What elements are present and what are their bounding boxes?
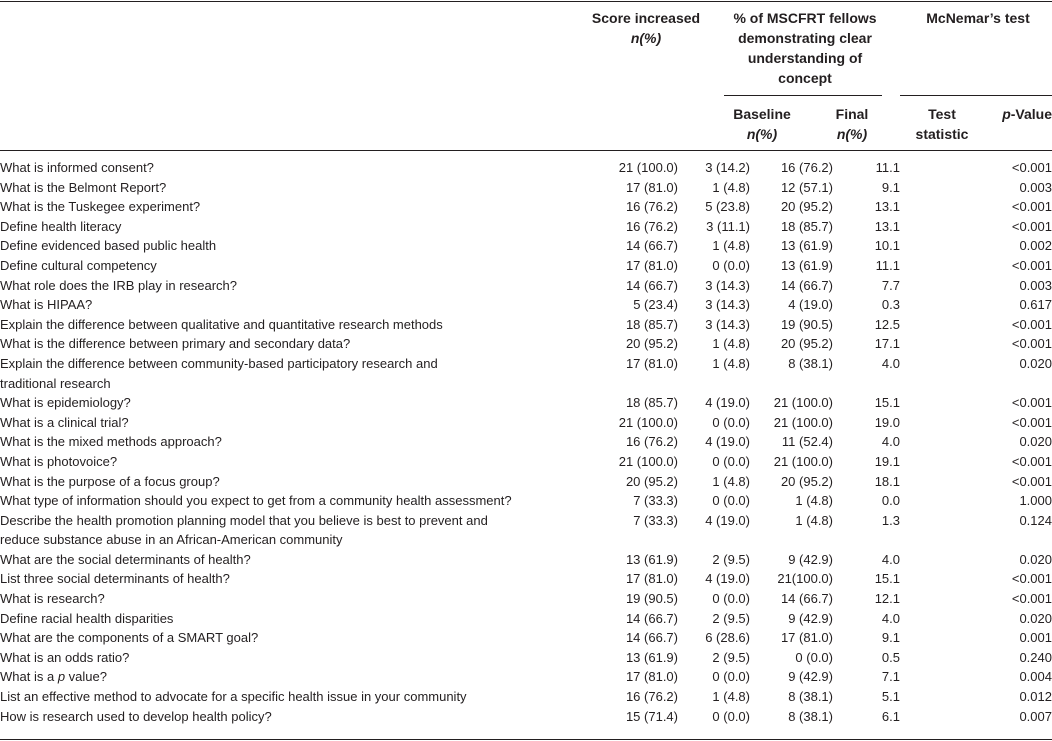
test-statistic-cell: 0.5	[881, 649, 900, 665]
table-row	[0, 432, 1052, 452]
p-value-cell: <0.001	[1011, 591, 1052, 607]
test-statistic-cell: 11.1	[875, 160, 900, 175]
table-top-rule	[0, 1, 1052, 2]
mcnemar-underline	[900, 95, 1052, 96]
p-value-cell: 0.020	[1019, 355, 1052, 371]
final-cell: 16 (76.2)	[780, 160, 833, 175]
baseline-cell: 1 (4.8)	[712, 689, 750, 705]
final-cell: 4 (19.0)	[788, 297, 833, 313]
baseline-cell: 1 (4.8)	[712, 336, 750, 352]
table-row	[0, 276, 1052, 296]
baseline-cell: 2 (9.5)	[712, 551, 750, 567]
score-increased-cell: 14 (66.7)	[625, 610, 678, 626]
baseline-cell: 3 (14.3)	[705, 316, 750, 332]
p-value-cell: <0.001	[1011, 199, 1052, 215]
test-statistic-cell: 17.1	[874, 336, 900, 352]
test-statistic-cell: 9.1	[881, 630, 900, 646]
header-score-increased: Score increased n(%)	[591, 10, 701, 46]
table-row	[0, 413, 1052, 433]
question-cell: What is epidemiology?	[0, 395, 131, 411]
header-final: Final n(%)	[835, 106, 869, 142]
test-statistic-cell: 1.3	[881, 512, 900, 528]
table-row	[0, 393, 1052, 413]
score-increased-cell: 17 (81.0)	[625, 257, 678, 273]
question-cell: What is research?	[0, 591, 105, 607]
baseline-cell: 0 (0.0)	[712, 453, 750, 469]
score-increased-cell: 7 (33.3)	[633, 493, 678, 509]
question-cell: Define health literacy	[0, 218, 122, 234]
table-row	[0, 158, 1052, 178]
final-cell: 18 (85.7)	[780, 218, 833, 234]
question-cell: What is a clinical trial?	[0, 414, 129, 430]
final-cell: 0 (0.0)	[795, 649, 833, 665]
test-statistic-cell: 19.1	[874, 453, 900, 469]
score-increased-cell: 21 (100.0)	[618, 160, 678, 175]
question-cell: List three social determinants of health?	[0, 571, 230, 587]
question-cell: Define cultural competency	[0, 257, 157, 273]
question-cell: How is research used to develop health policy?	[0, 708, 272, 724]
question-cell: What is the difference between primary and secondary data?	[0, 336, 351, 352]
score-increased-cell: 17 (81.0)	[625, 355, 678, 371]
final-cell: 11 (52.4)	[781, 434, 833, 450]
final-cell: 1 (4.8)	[795, 493, 833, 509]
baseline-cell: 2 (9.5)	[712, 610, 750, 626]
p-value-cell: 0.001	[1019, 630, 1052, 646]
p-value-cell: <0.001	[1011, 453, 1052, 469]
question-cell: What is the mixed methods approach?	[0, 434, 222, 450]
question-cell: What is the Belmont Report?	[0, 179, 167, 195]
table-row	[0, 491, 1052, 511]
baseline-cell: 3 (11.1)	[706, 218, 750, 234]
p-value-cell: 0.240	[1019, 649, 1052, 665]
score-increased-cell: 16 (76.2)	[625, 199, 678, 215]
question-cell: What is an odds ratio?	[0, 649, 130, 665]
test-statistic-cell: 15.1	[874, 395, 900, 411]
test-statistic-cell: 13.1	[874, 199, 900, 215]
final-cell: 20 (95.2)	[780, 473, 833, 489]
score-increased-cell: 13 (61.9)	[625, 551, 678, 567]
baseline-cell: 0 (0.0)	[712, 414, 750, 430]
header-p-value: p-Value	[1002, 106, 1052, 122]
test-statistic-cell: 0.3	[881, 297, 900, 313]
p-value-cell: 0.020	[1019, 434, 1052, 450]
baseline-cell: 1 (4.8)	[712, 238, 750, 254]
question-cell: What is informed consent?	[0, 160, 154, 175]
p-value-cell: 0.020	[1019, 551, 1052, 567]
table-bottom-rule	[0, 739, 1052, 740]
p-value-cell: <0.001	[1011, 218, 1052, 234]
baseline-cell: 1 (4.8)	[712, 473, 750, 489]
test-statistic-cell: 10.1	[874, 238, 900, 254]
question-cell: Explain the difference between qualitative and quantitative research methods	[0, 316, 443, 332]
p-value-cell: <0.001	[1011, 336, 1052, 352]
baseline-cell: 1 (4.8)	[712, 179, 750, 195]
question-cell: What is the Tuskegee experiment?	[0, 199, 201, 215]
header-bottom-rule	[0, 150, 1052, 151]
p-value-cell: 0.012	[1019, 689, 1052, 705]
score-increased-cell: 17 (81.0)	[625, 669, 678, 685]
test-statistic-cell: 12.1	[874, 591, 900, 607]
test-statistic-cell: 11.1	[875, 257, 900, 273]
baseline-cell: 4 (19.0)	[705, 434, 750, 450]
p-value-cell: <0.001	[1011, 257, 1052, 273]
score-increased-cell: 13 (61.9)	[625, 649, 678, 665]
score-increased-cell: 15 (71.4)	[625, 708, 678, 724]
final-cell: 21(100.0)	[777, 571, 833, 587]
final-cell: 14 (66.7)	[780, 277, 833, 293]
table-row	[0, 687, 1052, 707]
test-statistic-cell: 18.1	[874, 473, 900, 489]
test-statistic-cell: 9.1	[881, 179, 900, 195]
score-increased-cell: 20 (95.2)	[625, 473, 678, 489]
final-cell: 12 (57.1)	[780, 179, 833, 195]
final-cell: 9 (42.9)	[788, 610, 833, 626]
score-increased-cell: 14 (66.7)	[625, 277, 678, 293]
baseline-cell: 3 (14.3)	[705, 297, 750, 313]
p-value-cell: 0.007	[1019, 708, 1052, 724]
baseline-cell: 0 (0.0)	[712, 257, 750, 273]
baseline-cell: 4 (19.0)	[705, 395, 750, 411]
table-row	[0, 648, 1052, 668]
question-cell: What are the components of a SMART goal?	[0, 630, 259, 646]
test-statistic-cell: 7.7	[881, 277, 900, 293]
header-mcnemar: McNemar’s test	[926, 10, 1030, 26]
p-value-cell: <0.001	[1011, 414, 1052, 430]
score-increased-cell: 14 (66.7)	[625, 630, 678, 646]
table-row	[0, 511, 1052, 550]
p-value-cell: 0.124	[1019, 512, 1052, 528]
table-row	[0, 217, 1052, 237]
score-increased-cell: 16 (76.2)	[625, 434, 678, 450]
baseline-cell: 3 (14.3)	[705, 277, 750, 293]
p-value-cell: 0.002	[1019, 238, 1052, 254]
score-increased-cell: 16 (76.2)	[625, 218, 678, 234]
final-cell: 21 (100.0)	[773, 395, 833, 411]
baseline-cell: 4 (19.0)	[705, 571, 750, 587]
baseline-cell: 6 (28.6)	[705, 630, 750, 646]
test-statistic-cell: 15.1	[874, 571, 900, 587]
score-increased-cell: 21 (100.0)	[618, 414, 678, 430]
final-cell: 21 (100.0)	[773, 414, 833, 430]
p-value-cell: 0.617	[1019, 297, 1052, 313]
table-row	[0, 354, 1052, 393]
question-cell: What are the social determinants of health?	[0, 551, 251, 567]
p-value-cell: <0.001	[1011, 571, 1052, 587]
test-statistic-cell: 4.0	[881, 434, 900, 450]
p-value-cell: 0.003	[1019, 277, 1052, 293]
test-statistic-cell: 7.1	[881, 669, 900, 685]
test-statistic-cell: 4.0	[881, 610, 900, 626]
header-percent-group: % of MSCFRT fellows demonstrating clear understanding of concept	[733, 10, 877, 86]
final-cell: 1 (4.8)	[795, 512, 833, 528]
table-row	[0, 295, 1052, 315]
table-row	[0, 197, 1052, 217]
score-increased-cell: 14 (66.7)	[625, 238, 678, 254]
table-row	[0, 472, 1052, 492]
final-cell: 13 (61.9)	[780, 257, 833, 273]
table-row	[0, 334, 1052, 354]
p-value-cell: <0.001	[1011, 316, 1052, 332]
baseline-cell: 0 (0.0)	[712, 708, 750, 724]
test-statistic-cell: 19.0	[874, 414, 900, 430]
test-statistic-cell: 6.1	[881, 708, 900, 724]
table-row	[0, 667, 1052, 687]
table-row	[0, 178, 1052, 198]
p-value-cell: <0.001	[1011, 160, 1052, 175]
final-cell: 8 (38.1)	[788, 689, 833, 705]
percent-group-underline	[724, 95, 882, 96]
question-cell: What is HIPAA?	[0, 297, 93, 313]
final-cell: 9 (42.9)	[788, 669, 833, 685]
table-row	[0, 452, 1052, 472]
p-value-cell: <0.001	[1011, 473, 1052, 489]
question-cell: What is a p value?	[0, 669, 107, 685]
table-row	[0, 628, 1052, 648]
final-cell: 8 (38.1)	[788, 708, 833, 724]
baseline-cell: 2 (9.5)	[712, 649, 750, 665]
question-cell: What role does the IRB play in research?	[0, 277, 238, 293]
baseline-cell: 5 (23.8)	[705, 199, 750, 215]
p-value-cell: 0.004	[1019, 669, 1052, 685]
final-cell: 13 (61.9)	[780, 238, 833, 254]
table-row	[0, 315, 1052, 335]
table-row	[0, 569, 1052, 589]
baseline-cell: 0 (0.0)	[712, 591, 750, 607]
table-row	[0, 707, 1052, 727]
question-cell: List an effective method to advocate for a specific health issue in your community	[0, 689, 467, 705]
final-cell: 14 (66.7)	[780, 591, 833, 607]
score-increased-cell: 21 (100.0)	[618, 453, 678, 469]
table-row	[0, 550, 1052, 570]
score-increased-cell: 19 (90.5)	[625, 591, 678, 607]
question-cell: What is photovoice?	[0, 453, 118, 469]
p-value-cell: 1.000	[1019, 493, 1052, 509]
score-increased-cell: 7 (33.3)	[633, 512, 678, 528]
score-increased-cell: 17 (81.0)	[625, 571, 678, 587]
final-cell: 9 (42.9)	[788, 551, 833, 567]
baseline-cell: 3 (14.2)	[705, 160, 750, 175]
baseline-cell: 0 (0.0)	[712, 669, 750, 685]
baseline-cell: 1 (4.8)	[712, 355, 750, 371]
baseline-cell: 4 (19.0)	[705, 512, 750, 528]
score-increased-cell: 18 (85.7)	[625, 395, 678, 411]
test-statistic-cell: 13.1	[874, 218, 900, 234]
score-increased-cell: 20 (95.2)	[625, 336, 678, 352]
test-statistic-cell: 5.1	[881, 689, 900, 705]
question-cell: Define evidenced based public health	[0, 238, 217, 254]
p-value-cell: <0.001	[1011, 395, 1052, 411]
question-cell: What type of information should you expect to get from a community health assessment?	[0, 493, 512, 509]
score-increased-cell: 16 (76.2)	[625, 689, 678, 705]
final-cell: 8 (38.1)	[788, 355, 833, 371]
results-table	[0, 158, 1052, 726]
header-test-statistic: Test statistic	[915, 106, 969, 142]
final-cell: 19 (90.5)	[780, 316, 833, 332]
header-baseline: Baseline n(%)	[733, 106, 791, 142]
table-row	[0, 256, 1052, 276]
test-statistic-cell: 12.5	[874, 316, 900, 332]
p-value-cell: 0.020	[1019, 610, 1052, 626]
final-cell: 17 (81.0)	[780, 630, 833, 646]
test-statistic-cell: 4.0	[881, 355, 900, 371]
table-row	[0, 236, 1052, 256]
final-cell: 21 (100.0)	[773, 453, 833, 469]
score-increased-cell: 17 (81.0)	[625, 179, 678, 195]
final-cell: 20 (95.2)	[780, 336, 833, 352]
table-row	[0, 609, 1052, 629]
test-statistic-cell: 0.0	[881, 493, 900, 509]
p-value-cell: 0.003	[1019, 179, 1052, 195]
question-cell: Define racial health disparities	[0, 610, 174, 626]
test-statistic-cell: 4.0	[881, 551, 900, 567]
baseline-cell: 0 (0.0)	[712, 493, 750, 509]
question-cell: Explain the difference between community-based participatory research and traditional research	[0, 355, 438, 391]
score-increased-cell: 18 (85.7)	[625, 316, 678, 332]
question-cell: What is the purpose of a focus group?	[0, 473, 220, 489]
question-cell: Describe the health promotion planning model that you believe is best to prevent and reduce substance abuse in an African-American community	[0, 512, 488, 548]
final-cell: 20 (95.2)	[780, 199, 833, 215]
table-row	[0, 589, 1052, 609]
score-increased-cell: 5 (23.4)	[633, 297, 678, 313]
